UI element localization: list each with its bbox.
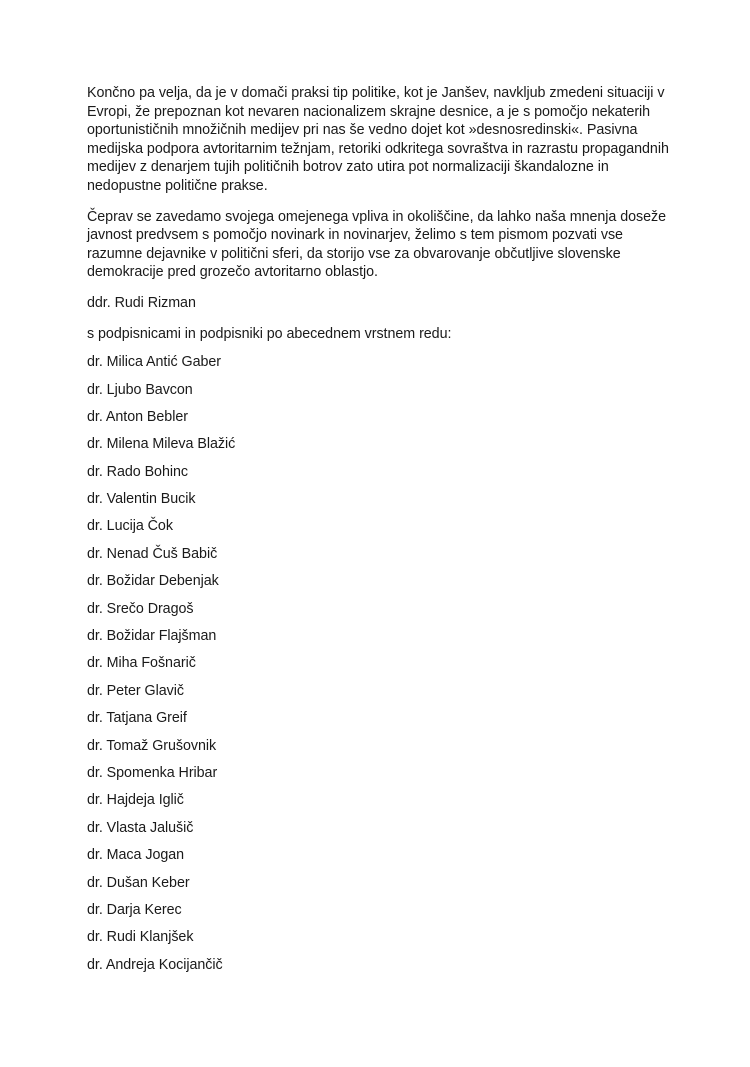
signatory-name: dr. Spomenka Hribar: [87, 764, 218, 781]
signatory-name: dr. Peter Glavič: [87, 682, 184, 699]
signatory-name: dr. Darja Kerec: [87, 901, 182, 918]
signatory-name: dr. Andreja Kocijančič: [87, 956, 223, 973]
letter-body: [87, 84, 672, 983]
signatory-name: dr. Valentin Bucik: [87, 491, 196, 508]
signatory-name: dr. Miha Fošnarič: [87, 655, 196, 672]
signatory-name: dr. Rado Bohinc: [87, 463, 188, 480]
signatory-name: dr. Tatjana Greif: [87, 710, 187, 727]
signatory-name: dr. Dušan Keber: [87, 874, 190, 891]
signatory-name: dr. Srečo Dragoš: [87, 600, 194, 617]
signatory-name: dr. Tomaž Grušovnik: [87, 737, 217, 754]
signatory-name: dr. Milena Mileva Blažić: [87, 436, 236, 453]
paragraph-1: Končno pa velja, da je v domači praksi tip politike, kot je Janšev, navkljub zmedeni situaciji v Evropi, že prepoznan kot nevaren nacionalizem skrajne desnice, a je s pomočjo nekaterih oportunističnih množičnih medijev pri nas še vedno dojet kot »desnosredinski«. Pasivna medijska podpora avtoritarnim težnjam, retoriki odkritega sovraštva in razrastu propagandnih medijev z denarjem tujih političnih botrov zato utira pot normalizaciji škandalozne in nedopustne politične prakse.: [87, 85, 669, 194]
paragraph-2: Čeprav se zavedamo svojega omejenega vpliva in okoliščine, da lahko naša mnenja doseže javnost predvsem s pomočjo novinark in novinarjev, želimo s tem pismom pozvati vse razumne dejavnike v politični sferi, da storijo vse za obvarovanje občutljive slovenske demokracije pred grozečo avtoritarno oblastjo.: [87, 208, 667, 281]
signatory-name: dr. Milica Antić Gaber: [87, 354, 221, 371]
signatory-name: dr. Božidar Debenjak: [87, 573, 219, 590]
signatory-name: dr. Nenad Čuš Babič: [87, 545, 218, 562]
signatory-name: dr. Anton Bebler: [87, 408, 188, 425]
signatory-name: dr. Hajdeja Iglič: [87, 792, 184, 809]
signatory-name: dr. Vlasta Jalušič: [87, 819, 194, 836]
signatory-name: dr. Lucija Čok: [87, 518, 173, 535]
signatory-name: dr. Maca Jogan: [87, 847, 185, 864]
author-signature: ddr. Rudi Rizman: [87, 294, 196, 311]
signatory-list: [87, 353, 672, 983]
signatory-name: dr. Rudi Klanjšek: [87, 929, 194, 946]
signatories-intro: s podpisnicami in podpisniki po abecednem vrstnem redu:: [87, 325, 452, 342]
signatory-name: dr. Božidar Flajšman: [87, 628, 217, 645]
signatory-name: dr. Ljubo Bavcon: [87, 381, 193, 398]
